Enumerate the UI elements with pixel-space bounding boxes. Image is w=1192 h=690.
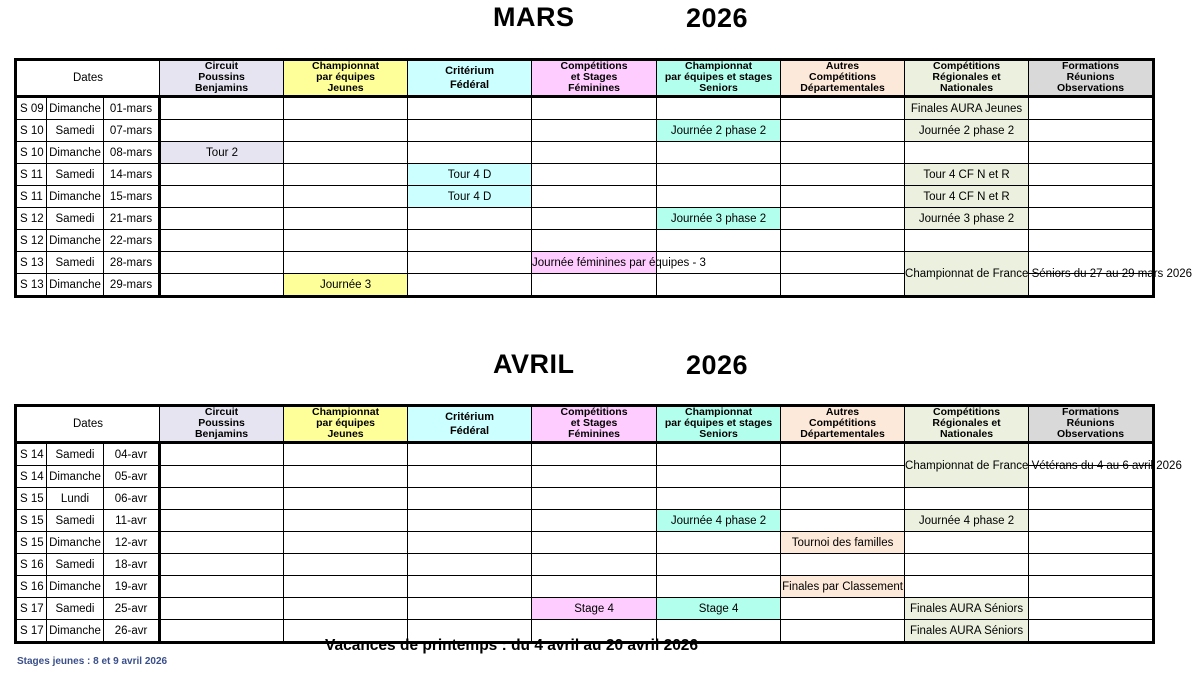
- day-cell: Dimanche: [47, 274, 104, 297]
- table-row: [16, 208, 1154, 230]
- event-cell: [657, 274, 781, 297]
- day-cell: Samedi: [47, 120, 104, 142]
- event-cell: [657, 164, 781, 186]
- event-cell: [160, 466, 284, 488]
- event-cell: [781, 620, 905, 643]
- event-cell: [408, 554, 532, 576]
- column-header-4: Compétitions et Stages Féminines: [532, 406, 657, 443]
- week-cell: S 15: [16, 510, 47, 532]
- event-cell: [657, 97, 781, 120]
- event-cell: [1029, 208, 1154, 230]
- event-cell: [781, 274, 905, 297]
- day-cell: Dimanche: [47, 186, 104, 208]
- event-cell: [408, 230, 532, 252]
- date-cell: 07-mars: [104, 120, 160, 142]
- event-cell: [160, 554, 284, 576]
- date-cell: 08-mars: [104, 142, 160, 164]
- dates-header: Dates: [16, 60, 160, 97]
- event-cell: Stage 4: [657, 598, 781, 620]
- day-cell: Dimanche: [47, 466, 104, 488]
- event-cell: [905, 488, 1029, 510]
- date-cell: 01-mars: [104, 97, 160, 120]
- event-cell: [781, 466, 905, 488]
- event-cell: [408, 208, 532, 230]
- event-cell: [905, 532, 1029, 554]
- column-header-1: Circuit Poussins Benjamins: [160, 60, 284, 97]
- day-cell: Samedi: [47, 164, 104, 186]
- event-cell: [160, 274, 284, 297]
- event-cell: [532, 510, 657, 532]
- event-cell: [284, 488, 408, 510]
- event-cell: [408, 142, 532, 164]
- vacances-note: Vacances de printemps : du 4 avril au 20 avril 2026: [325, 637, 699, 654]
- event-cell: [408, 488, 532, 510]
- week-cell: S 15: [16, 532, 47, 554]
- event-cell: [532, 230, 657, 252]
- event-cell: [284, 510, 408, 532]
- header-row: [16, 60, 1154, 97]
- day-cell: Samedi: [47, 252, 104, 274]
- event-cell: [284, 598, 408, 620]
- week-cell: S 16: [16, 554, 47, 576]
- dates-header: Dates: [16, 406, 160, 443]
- table-row: [16, 230, 1154, 252]
- date-cell: 28-mars: [104, 252, 160, 274]
- event-cell: [781, 488, 905, 510]
- day-cell: Dimanche: [47, 142, 104, 164]
- event-cell: [160, 620, 284, 643]
- event-cell: [160, 164, 284, 186]
- event-cell: Championnat de France Séniors du 27 au 29 mars 2026: [905, 252, 1029, 297]
- avril-month-title: AVRIL: [493, 349, 575, 379]
- event-cell: [160, 598, 284, 620]
- event-cell: [905, 576, 1029, 598]
- event-cell: [532, 554, 657, 576]
- event-cell: [657, 576, 781, 598]
- event-cell: [160, 576, 284, 598]
- event-cell: [532, 443, 657, 466]
- event-cell: Tour 4 CF N et R: [905, 186, 1029, 208]
- event-cell: [284, 576, 408, 598]
- event-cell: Journée 3 phase 2: [905, 208, 1029, 230]
- day-cell: Dimanche: [47, 230, 104, 252]
- event-cell: [532, 532, 657, 554]
- day-cell: Samedi: [47, 554, 104, 576]
- event-cell: [284, 252, 408, 274]
- event-cell: [532, 274, 657, 297]
- event-cell: [1029, 554, 1154, 576]
- day-cell: Dimanche: [47, 576, 104, 598]
- column-header-8: Formations Réunions Observations: [1029, 406, 1154, 443]
- week-cell: S 17: [16, 598, 47, 620]
- header-row: [16, 406, 1154, 443]
- week-cell: S 09: [16, 97, 47, 120]
- date-cell: 18-avr: [104, 554, 160, 576]
- event-cell: [1029, 598, 1154, 620]
- event-cell: [1029, 97, 1154, 120]
- event-cell: Journée 2 phase 2: [905, 120, 1029, 142]
- date-cell: 29-mars: [104, 274, 160, 297]
- event-cell: [160, 208, 284, 230]
- event-cell: [408, 598, 532, 620]
- event-cell: [1029, 576, 1154, 598]
- event-cell: [284, 554, 408, 576]
- event-cell: [532, 466, 657, 488]
- week-cell: S 13: [16, 252, 47, 274]
- event-cell: [1029, 230, 1154, 252]
- event-cell: Tour 2: [160, 142, 284, 164]
- event-cell: [781, 97, 905, 120]
- event-cell: [160, 252, 284, 274]
- column-header-3: Critérium Fédéral: [408, 60, 532, 97]
- event-cell: [657, 466, 781, 488]
- event-cell: [160, 443, 284, 466]
- event-cell: [781, 120, 905, 142]
- event-cell: Tour 4 D: [408, 164, 532, 186]
- week-cell: S 14: [16, 466, 47, 488]
- table-row: [16, 532, 1154, 554]
- event-cell: [408, 274, 532, 297]
- date-cell: 06-avr: [104, 488, 160, 510]
- event-cell: [657, 554, 781, 576]
- event-cell: [905, 142, 1029, 164]
- table-row: [16, 598, 1154, 620]
- event-cell: Finales par Classement: [781, 576, 905, 598]
- event-cell: [532, 142, 657, 164]
- event-cell: [781, 252, 905, 274]
- event-cell: [408, 466, 532, 488]
- column-header-7: Compétitions Régionales et Nationales: [905, 60, 1029, 97]
- stages-jeunes-note: Stages jeunes : 8 et 9 avril 2026: [17, 656, 168, 667]
- event-cell: [284, 466, 408, 488]
- event-cell: [532, 97, 657, 120]
- date-cell: 26-avr: [104, 620, 160, 643]
- column-header-6: Autres Compétitions Départementales: [781, 406, 905, 443]
- table-row: [16, 142, 1154, 164]
- week-cell: S 15: [16, 488, 47, 510]
- event-cell: [284, 120, 408, 142]
- event-cell: [160, 97, 284, 120]
- day-cell: Samedi: [47, 208, 104, 230]
- event-cell: Finales AURA Séniors: [905, 598, 1029, 620]
- date-cell: 25-avr: [104, 598, 160, 620]
- column-header-6: Autres Compétitions Départementales: [781, 60, 905, 97]
- event-cell: [1029, 164, 1154, 186]
- event-cell: [781, 142, 905, 164]
- day-cell: Lundi: [47, 488, 104, 510]
- week-cell: S 11: [16, 164, 47, 186]
- event-cell: Journée féminines par équipes - 3: [532, 252, 657, 274]
- event-cell: Tournoi des familles: [781, 532, 905, 554]
- event-cell: [532, 208, 657, 230]
- week-cell: S 11: [16, 186, 47, 208]
- day-cell: Samedi: [47, 510, 104, 532]
- week-cell: S 14: [16, 443, 47, 466]
- column-header-1: Circuit Poussins Benjamins: [160, 406, 284, 443]
- date-cell: 11-avr: [104, 510, 160, 532]
- event-cell: [284, 97, 408, 120]
- week-cell: S 17: [16, 620, 47, 643]
- event-cell: Finales AURA Jeunes: [905, 97, 1029, 120]
- event-cell: [160, 510, 284, 532]
- event-cell: [781, 554, 905, 576]
- event-cell: Tour 4 CF N et R: [905, 164, 1029, 186]
- event-cell: [781, 230, 905, 252]
- day-cell: Dimanche: [47, 620, 104, 643]
- column-header-7: Compétitions Régionales et Nationales: [905, 406, 1029, 443]
- table-row: [16, 186, 1154, 208]
- table-row: [16, 510, 1154, 532]
- event-cell: [408, 510, 532, 532]
- table-row: [16, 488, 1154, 510]
- event-cell: [1029, 532, 1154, 554]
- event-cell: [408, 443, 532, 466]
- event-cell: [284, 443, 408, 466]
- event-cell: [284, 532, 408, 554]
- date-cell: 19-avr: [104, 576, 160, 598]
- event-cell: [160, 186, 284, 208]
- event-cell: [284, 230, 408, 252]
- avril-calendar-table: [14, 404, 1182, 644]
- column-header-3: Critérium Fédéral: [408, 406, 532, 443]
- table-row: [16, 252, 1154, 274]
- day-cell: Samedi: [47, 443, 104, 466]
- event-cell: [905, 230, 1029, 252]
- table-row: [16, 120, 1154, 142]
- event-cell: [408, 120, 532, 142]
- event-cell: [781, 443, 905, 466]
- event-cell: Stage 4: [532, 598, 657, 620]
- column-header-5: Championnat par équipes et stages Seniors: [657, 406, 781, 443]
- event-cell: [781, 598, 905, 620]
- event-cell: [284, 208, 408, 230]
- event-cell: [657, 532, 781, 554]
- event-cell: [408, 576, 532, 598]
- event-cell: [781, 186, 905, 208]
- event-cell: [160, 488, 284, 510]
- table-row: [16, 554, 1154, 576]
- event-cell: [657, 488, 781, 510]
- date-cell: 04-avr: [104, 443, 160, 466]
- event-cell: [532, 186, 657, 208]
- week-cell: S 12: [16, 230, 47, 252]
- event-cell: [532, 164, 657, 186]
- event-cell: Journée 4 phase 2: [657, 510, 781, 532]
- event-cell: [905, 554, 1029, 576]
- column-header-2: Championnat par équipes Jeunes: [284, 406, 408, 443]
- week-cell: S 12: [16, 208, 47, 230]
- event-cell: [408, 97, 532, 120]
- column-header-5: Championnat par équipes et stages Seniors: [657, 60, 781, 97]
- column-header-4: Compétitions et Stages Féminines: [532, 60, 657, 97]
- event-cell: Finales AURA Séniors: [905, 620, 1029, 643]
- event-cell: [532, 576, 657, 598]
- date-cell: 12-avr: [104, 532, 160, 554]
- event-cell: [1029, 488, 1154, 510]
- table-row: [16, 164, 1154, 186]
- event-cell: [160, 532, 284, 554]
- event-cell: Journée 3 phase 2: [657, 208, 781, 230]
- event-cell: [408, 252, 532, 274]
- event-cell: [657, 230, 781, 252]
- event-cell: [1029, 620, 1154, 643]
- event-cell: [532, 488, 657, 510]
- event-cell: [160, 230, 284, 252]
- event-cell: [1029, 120, 1154, 142]
- table-row: [16, 443, 1154, 466]
- mars-year-title: 2026: [686, 3, 749, 33]
- event-cell: [532, 120, 657, 142]
- column-header-8: Formations Réunions Observations: [1029, 60, 1154, 97]
- event-cell: [284, 164, 408, 186]
- table-row: [16, 97, 1154, 120]
- date-cell: 15-mars: [104, 186, 160, 208]
- event-cell: [284, 186, 408, 208]
- event-cell: [1029, 186, 1154, 208]
- event-cell: [160, 120, 284, 142]
- date-cell: 22-mars: [104, 230, 160, 252]
- date-cell: 05-avr: [104, 466, 160, 488]
- date-cell: 21-mars: [104, 208, 160, 230]
- event-cell: [657, 142, 781, 164]
- event-cell: [284, 142, 408, 164]
- event-cell: Journée 4 phase 2: [905, 510, 1029, 532]
- week-cell: S 10: [16, 142, 47, 164]
- week-cell: S 16: [16, 576, 47, 598]
- avril-year-title: 2026: [686, 350, 749, 380]
- mars-calendar-table: [14, 58, 1192, 298]
- event-cell: Championnat de France Vétérans du 4 au 6 avril 2026: [905, 443, 1029, 488]
- day-cell: Samedi: [47, 598, 104, 620]
- event-cell: [1029, 142, 1154, 164]
- event-cell: Tour 4 D: [408, 186, 532, 208]
- event-cell: [781, 164, 905, 186]
- event-cell: [781, 208, 905, 230]
- event-cell: [1029, 510, 1154, 532]
- day-cell: Dimanche: [47, 97, 104, 120]
- mars-month-title: MARS: [493, 2, 575, 32]
- date-cell: 14-mars: [104, 164, 160, 186]
- week-cell: S 10: [16, 120, 47, 142]
- column-header-2: Championnat par équipes Jeunes: [284, 60, 408, 97]
- event-cell: [657, 443, 781, 466]
- event-cell: [408, 532, 532, 554]
- event-cell: Journée 2 phase 2: [657, 120, 781, 142]
- day-cell: Dimanche: [47, 532, 104, 554]
- event-cell: [657, 186, 781, 208]
- table-row: [16, 576, 1154, 598]
- week-cell: S 13: [16, 274, 47, 297]
- event-cell: [781, 510, 905, 532]
- event-cell: Journée 3: [284, 274, 408, 297]
